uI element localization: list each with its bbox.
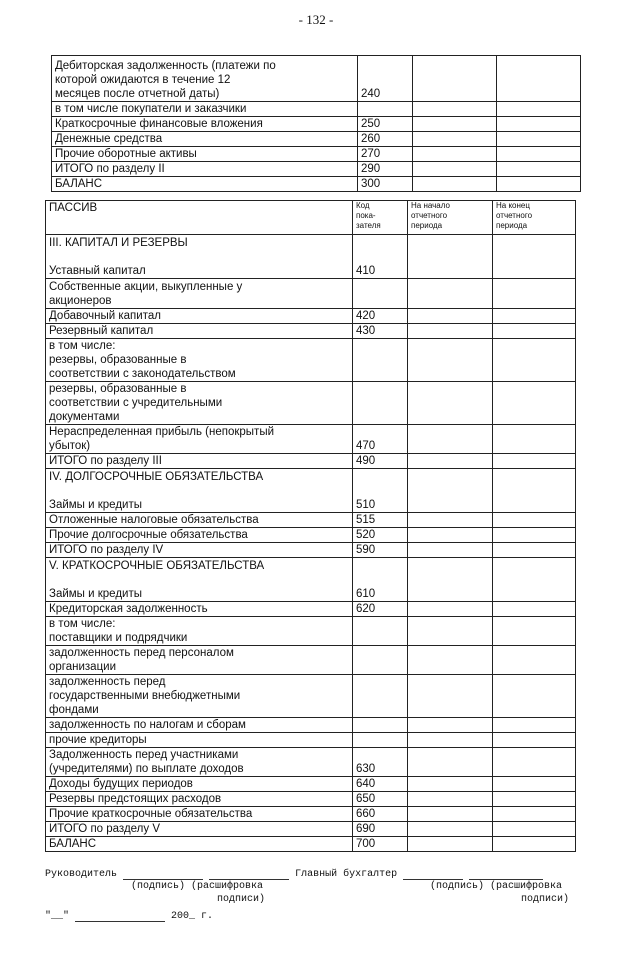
row-value-end xyxy=(493,792,576,807)
row-value-end xyxy=(493,807,576,822)
row-label: Резервы предстоящих расходов xyxy=(46,792,353,807)
row-value-end xyxy=(497,117,581,132)
row-value-start xyxy=(408,309,493,324)
row-label: ИТОГО по разделу V xyxy=(46,822,353,837)
table-row xyxy=(46,382,576,425)
row-value-start xyxy=(408,807,493,822)
table-row xyxy=(46,454,576,469)
header-period-end: На конец отчетного периода xyxy=(493,201,576,235)
row-code: 290 xyxy=(358,162,413,177)
head-decode-line xyxy=(209,868,289,880)
header-liabilities: ПАССИВ xyxy=(46,201,353,235)
row-value-end xyxy=(493,235,576,279)
row-code xyxy=(353,646,408,675)
table-row xyxy=(46,339,576,382)
row-label: ИТОГО по разделу IV xyxy=(46,543,353,558)
table-row xyxy=(46,279,576,309)
table-row xyxy=(52,56,581,102)
head-decode-caption: (расшифровка xyxy=(191,881,264,892)
chief-decode-caption: (расшифровка xyxy=(490,881,563,892)
row-value-end xyxy=(493,733,576,748)
row-code: 250 xyxy=(358,117,413,132)
table-row xyxy=(46,235,576,279)
row-code: 620 xyxy=(353,602,408,617)
row-label: в том числе: резервы, образованные в соответствии с законодательством xyxy=(46,339,353,382)
row-label: в том числе покупатели и заказчики xyxy=(52,102,358,117)
row-code: 490 xyxy=(353,454,408,469)
row-label: прочие кредиторы xyxy=(46,733,353,748)
row-code: 430 xyxy=(353,324,408,339)
row-code: 300 xyxy=(358,177,413,192)
head-label: Руководитель xyxy=(45,869,118,880)
row-value-end xyxy=(493,558,576,602)
row-code: 640 xyxy=(353,777,408,792)
row-code xyxy=(358,102,413,117)
row-value-start xyxy=(408,837,493,852)
row-code: 630 xyxy=(353,748,408,777)
row-label: IV. ДОЛГОСРОЧНЫЕ ОБЯЗАТЕЛЬСТВА Займы и кредиты xyxy=(46,469,353,513)
row-value-end xyxy=(493,718,576,733)
chief-decode-line xyxy=(469,868,543,880)
row-code xyxy=(353,733,408,748)
row-code: 270 xyxy=(358,147,413,162)
table-row xyxy=(52,177,581,192)
row-label: Добавочный капитал xyxy=(46,309,353,324)
head-signature-caption: (подпись) xyxy=(131,881,186,892)
row-label: ИТОГО по разделу III xyxy=(46,454,353,469)
table-row xyxy=(46,733,576,748)
table-row xyxy=(46,309,576,324)
row-label: Собственные акции, выкупленные у акционеров xyxy=(46,279,353,309)
row-value-end xyxy=(493,382,576,425)
row-label: в том числе: поставщики и подрядчики xyxy=(46,617,353,646)
row-label: Нераспределенная прибыль (непокрытый убыток) xyxy=(46,425,353,454)
row-value-end xyxy=(493,339,576,382)
row-code: 610 xyxy=(353,558,408,602)
table-row xyxy=(46,513,576,528)
row-label: V. КРАТКОСРОЧНЫЕ ОБЯЗАТЕЛЬСТВА Займы и кредиты xyxy=(46,558,353,602)
row-code xyxy=(353,279,408,309)
table-row xyxy=(46,822,576,837)
row-value-start xyxy=(413,147,497,162)
row-label: БАЛАНС xyxy=(52,177,358,192)
row-value-end xyxy=(497,56,581,102)
row-code: 420 xyxy=(353,309,408,324)
assets-table xyxy=(51,55,581,192)
row-label: Доходы будущих периодов xyxy=(46,777,353,792)
row-code: 590 xyxy=(353,543,408,558)
table-row xyxy=(46,777,576,792)
row-value-end xyxy=(493,646,576,675)
row-code: 410 xyxy=(353,235,408,279)
row-value-start xyxy=(413,56,497,102)
row-value-end xyxy=(493,617,576,646)
row-value-start xyxy=(408,513,493,528)
liabilities-table xyxy=(45,200,576,852)
head-decode-caption-2: подписи) xyxy=(217,894,266,905)
row-code xyxy=(353,382,408,425)
date-day: "__" xyxy=(45,911,70,922)
table-row xyxy=(52,147,581,162)
table-row xyxy=(46,718,576,733)
chief-accountant-label: Главный бухгалтер xyxy=(295,869,398,880)
row-value-end xyxy=(493,425,576,454)
row-label: Отложенные налоговые обязательства xyxy=(46,513,353,528)
table-row xyxy=(46,792,576,807)
table-row xyxy=(46,558,576,602)
row-value-start xyxy=(408,543,493,558)
row-value-start xyxy=(408,469,493,513)
chief-decode-caption-2: подписи) xyxy=(521,894,570,905)
table-row xyxy=(46,528,576,543)
row-value-end xyxy=(493,454,576,469)
table-row xyxy=(46,324,576,339)
row-code: 240 xyxy=(358,56,413,102)
row-code: 700 xyxy=(353,837,408,852)
row-value-end xyxy=(493,777,576,792)
table-row xyxy=(46,602,576,617)
table-row xyxy=(46,837,576,852)
row-value-end xyxy=(493,543,576,558)
row-code: 650 xyxy=(353,792,408,807)
row-value-end xyxy=(497,177,581,192)
row-label: III. КАПИТАЛ И РЕЗЕРВЫ Уставный капитал xyxy=(46,235,353,279)
table-row xyxy=(46,807,576,822)
row-code: 515 xyxy=(353,513,408,528)
row-value-start xyxy=(408,718,493,733)
row-value-end xyxy=(493,675,576,718)
row-value-end xyxy=(493,837,576,852)
row-value-start xyxy=(408,454,493,469)
row-code: 260 xyxy=(358,132,413,147)
row-value-start xyxy=(413,132,497,147)
row-code xyxy=(353,617,408,646)
row-code xyxy=(353,339,408,382)
row-value-start xyxy=(413,177,497,192)
page-number: - 132 - xyxy=(298,12,334,27)
row-value-start xyxy=(408,558,493,602)
table-row xyxy=(46,543,576,558)
row-value-end xyxy=(493,822,576,837)
row-label: Денежные средства xyxy=(52,132,358,147)
header-code: Код пока- зателя xyxy=(353,201,408,235)
row-value-end xyxy=(497,102,581,117)
table-row xyxy=(52,117,581,132)
row-value-end xyxy=(493,513,576,528)
row-label: Задолженность перед участниками (учредителями) по выплате доходов xyxy=(46,748,353,777)
row-code xyxy=(353,718,408,733)
row-label: задолженность перед государственными внебюджетными фондами xyxy=(46,675,353,718)
row-value-start xyxy=(413,162,497,177)
row-value-end xyxy=(493,528,576,543)
row-value-start xyxy=(408,235,493,279)
row-value-start xyxy=(408,528,493,543)
row-value-start xyxy=(408,792,493,807)
row-value-end xyxy=(493,748,576,777)
row-value-start xyxy=(413,102,497,117)
row-value-start xyxy=(408,748,493,777)
header-period-start: На начало отчетного периода xyxy=(408,201,493,235)
row-value-start xyxy=(408,382,493,425)
row-code: 510 xyxy=(353,469,408,513)
table-row xyxy=(46,748,576,777)
head-signature-line xyxy=(123,868,203,880)
table-row xyxy=(52,162,581,177)
table-row xyxy=(46,469,576,513)
row-label: Дебиторская задолженность (платежи по которой ожидаются в течение 12 месяцев после отчетной даты) xyxy=(52,56,358,102)
row-value-start xyxy=(408,617,493,646)
row-value-end xyxy=(497,162,581,177)
row-label: ИТОГО по разделу II xyxy=(52,162,358,177)
row-code: 470 xyxy=(353,425,408,454)
row-value-start xyxy=(408,324,493,339)
row-label: Резервный капитал xyxy=(46,324,353,339)
row-value-start xyxy=(408,602,493,617)
row-value-end xyxy=(493,309,576,324)
row-label: Кредиторская задолженность xyxy=(46,602,353,617)
row-value-start xyxy=(408,675,493,718)
table-row xyxy=(52,132,581,147)
date-month-line xyxy=(75,910,165,922)
row-code: 660 xyxy=(353,807,408,822)
table-header-row xyxy=(46,201,576,235)
row-label: резервы, образованные в соответствии с учредительными документами xyxy=(46,382,353,425)
row-value-start xyxy=(408,777,493,792)
row-value-start xyxy=(408,822,493,837)
table-row xyxy=(46,617,576,646)
row-label: Прочие долгосрочные обязательства xyxy=(46,528,353,543)
table-row xyxy=(46,425,576,454)
chief-signature-line xyxy=(403,868,463,880)
row-label: Краткосрочные финансовые вложения xyxy=(52,117,358,132)
row-code xyxy=(353,675,408,718)
row-value-start xyxy=(408,733,493,748)
row-value-start xyxy=(408,425,493,454)
row-code: 690 xyxy=(353,822,408,837)
row-value-end xyxy=(497,147,581,162)
row-value-end xyxy=(493,602,576,617)
date-year: 200_ г. xyxy=(171,911,214,922)
row-value-end xyxy=(493,279,576,309)
row-value-start xyxy=(408,646,493,675)
row-code: 520 xyxy=(353,528,408,543)
chief-signature-caption: (подпись) xyxy=(430,881,485,892)
row-value-start xyxy=(413,117,497,132)
table-row xyxy=(52,102,581,117)
row-label: БАЛАНС xyxy=(46,837,353,852)
table-row xyxy=(46,675,576,718)
row-value-end xyxy=(497,132,581,147)
row-value-start xyxy=(408,279,493,309)
row-value-end xyxy=(493,469,576,513)
row-label: Прочие краткосрочные обязательства xyxy=(46,807,353,822)
row-label: задолженность по налогам и сборам xyxy=(46,718,353,733)
row-value-start xyxy=(408,339,493,382)
row-label: Прочие оборотные активы xyxy=(52,147,358,162)
table-row xyxy=(46,646,576,675)
row-label: задолженность перед персоналом организации xyxy=(46,646,353,675)
row-value-end xyxy=(493,324,576,339)
